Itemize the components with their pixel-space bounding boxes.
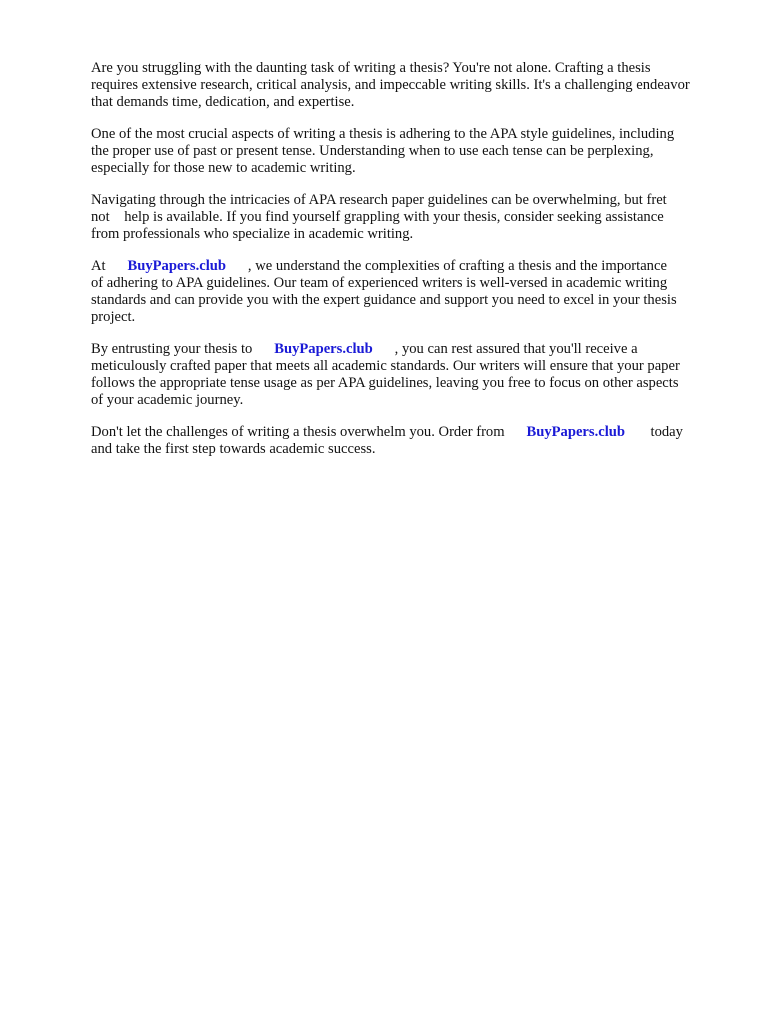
text-line: meticulously crafted paper that meets all academic standards. Our writers will ensure that your paper: [91, 358, 680, 374]
text-line: project.: [91, 309, 136, 325]
paragraph-order-cta: [91, 424, 731, 458]
paragraph-at-service: [91, 258, 731, 326]
text-line: follows the appropriate tense usage as per APA guidelines, leaving you free to focus on other aspects: [91, 375, 679, 391]
document-page: [91, 60, 731, 473]
buypapers-link[interactable]: BuyPapers.club: [526, 424, 625, 440]
text-line: and take the first step towards academic success.: [91, 441, 376, 457]
paragraph-intro: [91, 60, 731, 111]
paragraph-entrusting: [91, 341, 731, 409]
text-line: [91, 258, 731, 275]
text-segment: At: [91, 258, 128, 274]
text-line: Navigating through the intricacies of APA research paper guidelines can be overwhelming, but fret: [91, 192, 667, 208]
text-segment: Don't let the challenges of writing a thesis overwhelm you. Order from: [91, 424, 527, 440]
text-line: [91, 341, 731, 358]
text-line: not help is available. If you find yourself grappling with your thesis, consider seeking assistance: [91, 209, 664, 225]
buypapers-link[interactable]: BuyPapers.club: [127, 258, 227, 274]
paragraph-apa-tense: [91, 126, 731, 177]
text-segment: today: [625, 424, 683, 440]
text-line: standards and can provide you with the expert guidance and support you need to excel in your thesis: [91, 292, 677, 308]
text-segment: , we understand the complexities of crafting a thesis and the importance: [226, 258, 667, 274]
text-line: of adhering to APA guidelines. Our team of experienced writers is well-versed in academic writing: [91, 275, 668, 291]
text-line: Are you struggling with the daunting task of writing a thesis? You're not alone. Crafting a thesis: [91, 60, 651, 76]
text-line: requires extensive research, critical analysis, and impeccable writing skills. It's a challenging endeavor: [91, 77, 690, 93]
text-segment: , you can rest assured that you'll receive a: [372, 341, 638, 357]
text-line: of your academic journey.: [91, 392, 244, 408]
text-line: the proper use of past or present tense. Understanding when to use each tense can be perplexing,: [91, 143, 654, 159]
paragraph-guidelines: [91, 192, 731, 243]
text-segment: By entrusting your thesis to: [91, 341, 275, 357]
text-line: especially for those new to academic writing.: [91, 160, 356, 176]
buypapers-link[interactable]: BuyPapers.club: [274, 341, 373, 357]
text-line: from professionals who specialize in academic writing.: [91, 226, 414, 242]
text-line: that demands time, dedication, and expertise.: [91, 94, 355, 110]
text-line: [91, 424, 731, 441]
text-line: One of the most crucial aspects of writing a thesis is adhering to the APA style guidelines, including: [91, 126, 675, 142]
